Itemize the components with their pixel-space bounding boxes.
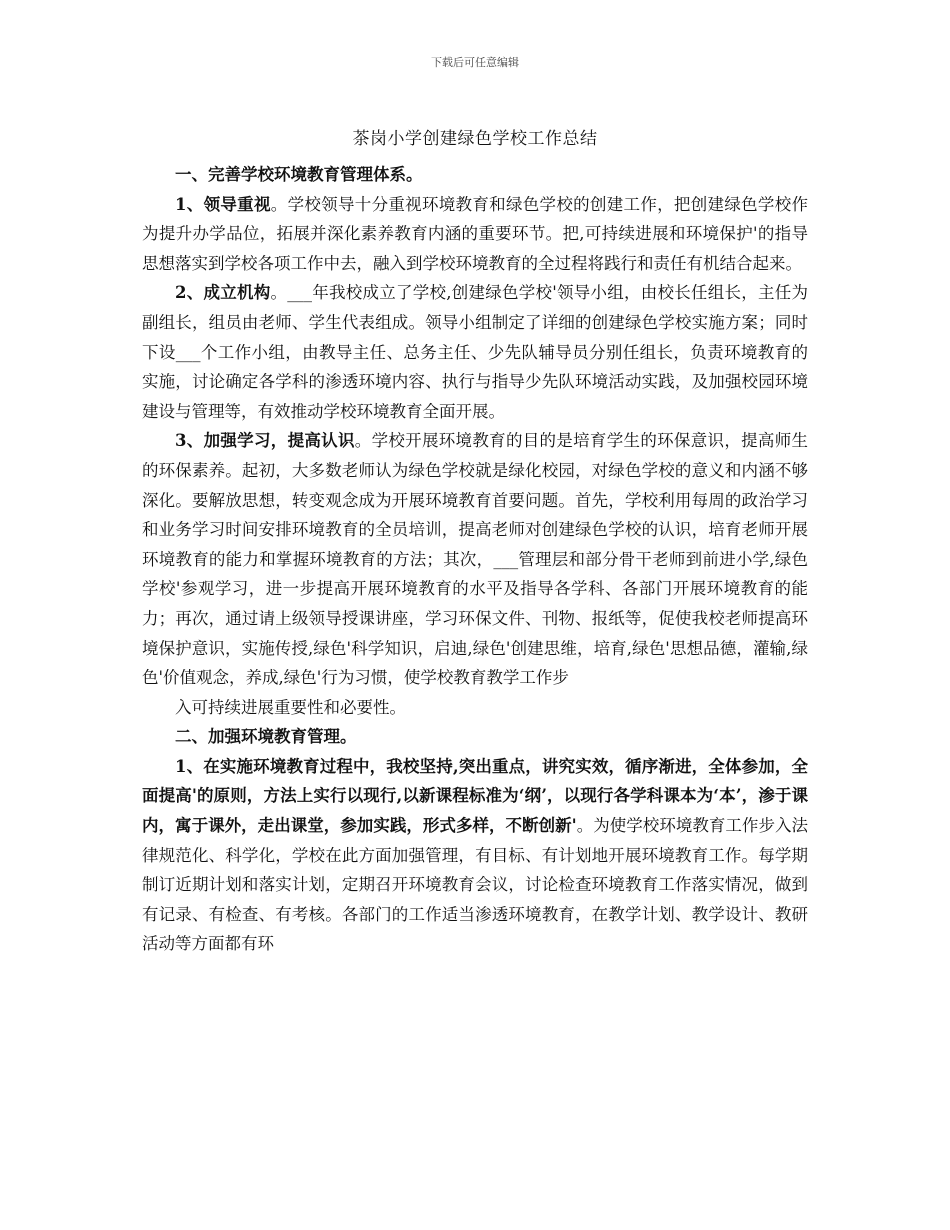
document-title: 茶岗小学创建绿色学校工作总结	[352, 129, 598, 149]
paragraph-text: 。___年我校成立了学校,创建绿色学校'领导小组，由校长任组长，主任为副组长，组员由老师、学生代表组成。领导小组制定了详细的创建绿色学校实施方案；同时下设___个工作小组，由教导主任、总务主任、少先队辅导员分别任组长，负责环境教育的实施，讨论确定各学科的渗透环境内容、执行与指导少先队环境活动实践，及加强校园环境建设与管理等，有效推动学校环境教育全面开展。	[142, 283, 809, 421]
paragraph-lead: 1、领导重视	[175, 194, 271, 214]
paragraph-2-1	[142, 752, 808, 959]
document-body	[142, 160, 808, 959]
paragraph-1-3	[142, 426, 808, 692]
header-note: 下载后可任意编辑	[431, 56, 519, 69]
paragraph-text: 。为使学校环境教育工作步入法律规范化、科学化，学校在此方面加强管理，有目标、有计划地开展环境教育工作。每学期制订近期计划和落实计划，定期召开环境教育会议，讨论检查环境教育工作落实情况，做到有记录、有检查、有考核。各部门的工作适当渗透环境教育，在教学计划、教学设计、教研活动等方面都有环	[142, 816, 808, 954]
paragraph-continuation: 入可持续进展重要性和必要性。	[175, 697, 406, 717]
paragraph-1-1	[142, 190, 808, 279]
section-heading-2: 二、加强环境教育管理。	[175, 727, 357, 747]
paragraph-1-2	[142, 278, 808, 426]
paragraph-text: 。学校领导十分重视环境教育和绿色学校的创建工作，把创建绿色学校作为提升办学品位，拓展并深化素养教育内涵的重要环节。把,可持续进展和环境保护'的指导思想落实到学校各项工作中去，融入到学校环境教育的全过程将践行和责任有机结合起来。	[142, 194, 809, 273]
paragraph-lead: 3、加强学习，提高认识	[175, 431, 355, 451]
section-heading-1: 一、完善学校环境教育管理体系。	[175, 165, 423, 184]
paragraph-text: 。学校开展环境教育的目的是培育学生的环保意识，提高师生的环保素养。起初，大多数老师认为绿色学校就是绿化校园，对绿色学校的意义和内涵不够深化。要解放思想，转变观念成为开展环境教育首要问题。首先，学校利用每周的政治学习和业务学习时间安排环境教育的全员培训，提高老师对创建绿色学校的认识，培育老师开展环境教育的能力和掌握环境教育的方法；其次，___管理层和部分骨干老师到前进小学,绿色学校'参观学习，进一步提高开展环境教育的水平及指导各学科、各部门开展环境教育的能力；再次，通过请上级领导授课讲座，学习环保文件、刊物、报纸等，促使我校老师提高环境保护意识，实施传授,绿色'科学知识，启迪,绿色'创建思维，培育,绿色'思想品德，灌输,绿色'价值观念，养成,绿色'行为习惯，使学校教育教学工作步	[142, 431, 809, 688]
paragraph-lead: 1、在实施环境教育过程中，我校坚持,突出重点，讲究实效，循序渐进，全体参加，全面提高'的原则，方法上实行以现行,以新课程标准为‘纲’，以现行各学科课本为‘本’，渗于课内，寓于课外，走出课堂，参加实践，形式多样，不断创新'	[142, 756, 808, 836]
paragraph-lead: 2、成立机构	[175, 283, 271, 303]
